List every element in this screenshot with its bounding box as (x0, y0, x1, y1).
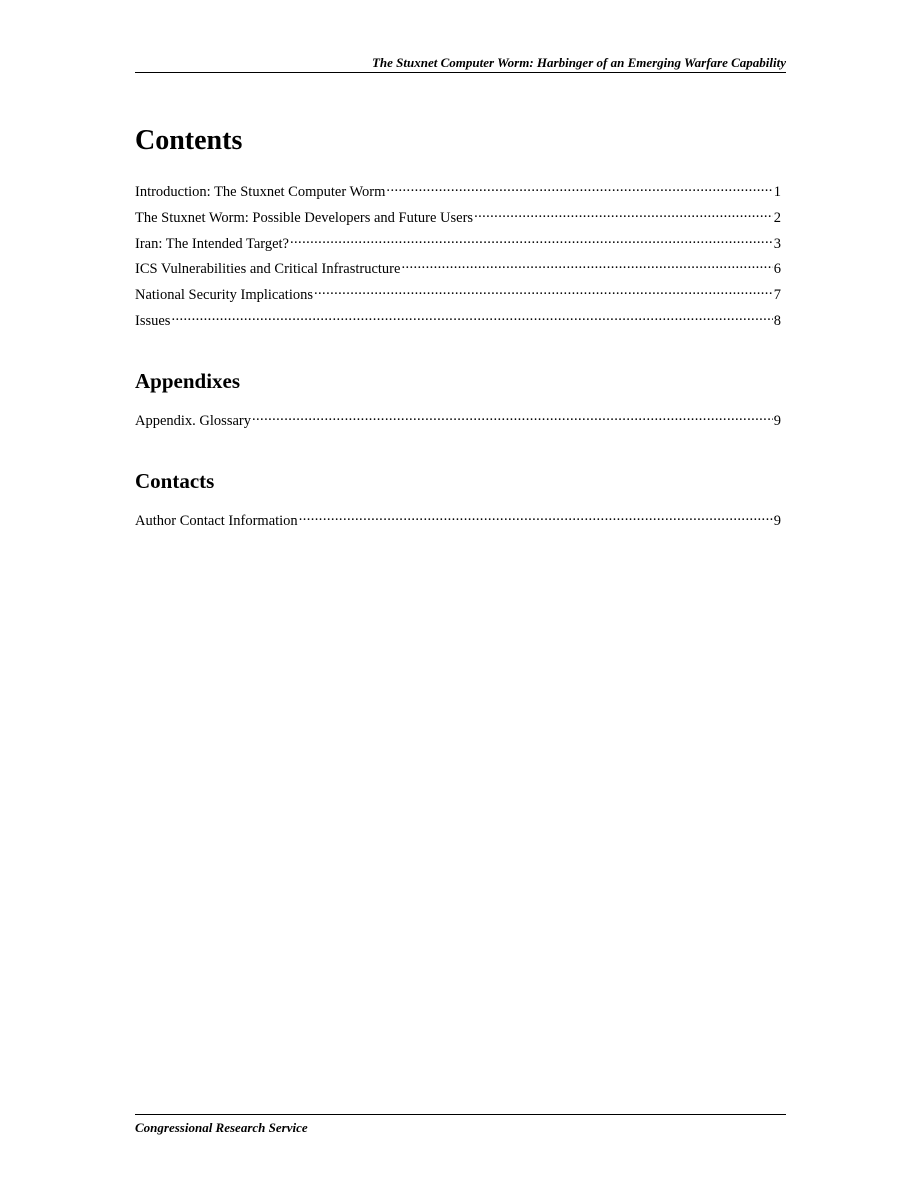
toc-entry-glossary[interactable] (135, 407, 781, 433)
header-rule (135, 72, 786, 73)
toc-entry-ics-vulnerabilities[interactable] (135, 255, 781, 281)
toc-page-number: 1 (773, 184, 781, 200)
running-footer: Congressional Research Service (135, 1120, 308, 1135)
toc-page-number: 2 (773, 209, 781, 226)
footer-rule (135, 1114, 786, 1115)
toc-entry-label: National Security Implications (135, 287, 313, 304)
toc-entry-iran[interactable] (135, 230, 781, 256)
dot-leader (386, 178, 772, 196)
contacts-heading: Contacts (135, 469, 215, 493)
dot-leader (290, 230, 773, 248)
toc-page-number: 9 (773, 513, 781, 529)
contents-heading: Contents (135, 125, 243, 156)
dot-leader (171, 307, 772, 325)
appendixes-list (135, 407, 781, 433)
dot-leader (401, 255, 772, 273)
toc-entry-issues[interactable] (135, 307, 781, 333)
toc-entry-national-security[interactable] (135, 281, 781, 307)
dot-leader (252, 407, 773, 425)
running-header: The Stuxnet Computer Worm: Harbinger of an Emerging Warfare Capability (371, 55, 786, 70)
toc-entry-label: Appendix. Glossary (135, 413, 251, 429)
toc-page-number: 9 (773, 413, 781, 429)
toc-entry-label: The Stuxnet Worm: Possible Developers and Future Users (135, 209, 474, 226)
toc-page-number: 3 (773, 235, 781, 252)
toc-page-number: 8 (773, 312, 781, 329)
toc-page-number: 7 (773, 287, 781, 304)
toc-entry-label: Introduction: The Stuxnet Computer Worm (135, 184, 386, 200)
toc-entry-label: ICS Vulnerabilities and Critical Infrastructure (135, 261, 401, 278)
toc-entry-developers[interactable] (135, 204, 781, 230)
toc-page-number: 6 (773, 261, 781, 278)
contacts-list (135, 507, 781, 533)
dot-leader (474, 204, 773, 222)
toc-entry-label: Issues (135, 312, 171, 329)
toc-entry-author-contact[interactable] (135, 507, 781, 533)
appendixes-heading: Appendixes (135, 369, 241, 393)
toc-entry-label: Iran: The Intended Target? (135, 235, 289, 252)
toc-entry-introduction[interactable] (135, 178, 781, 204)
toc-entry-label: Author Contact Information (135, 513, 298, 529)
dot-leader (299, 507, 773, 525)
contents-list (135, 178, 781, 333)
dot-leader (314, 281, 773, 299)
